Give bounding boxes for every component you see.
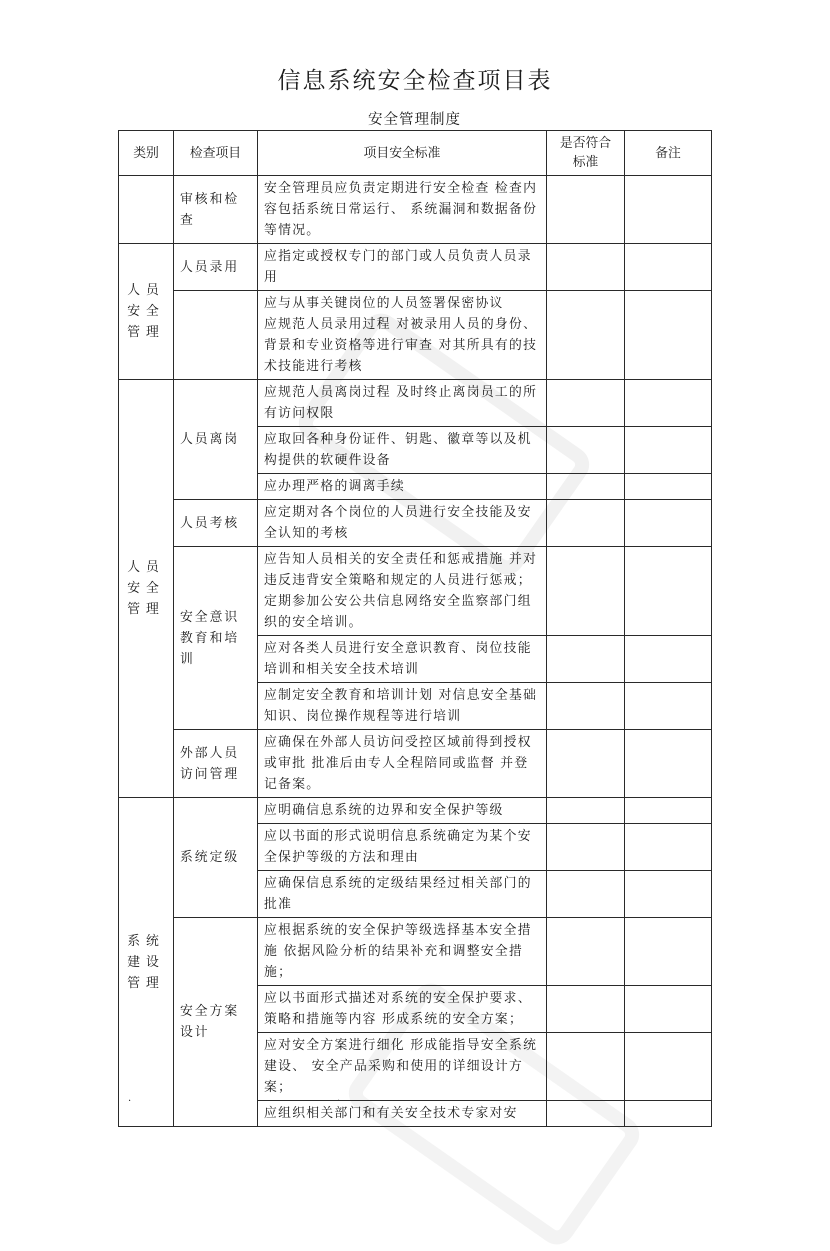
table-subtitle: 安全管理制度 [368,112,461,128]
category-cell: 人员安全管理 [119,244,174,380]
table-row [119,380,712,427]
footer-mark: . [128,1093,132,1104]
compliant-cell[interactable] [547,176,625,244]
compliant-cell[interactable] [547,474,625,500]
compliant-cell[interactable] [547,1101,625,1127]
remarks-cell[interactable] [625,1101,712,1127]
table-row [119,176,712,244]
standard-cell: 应与从事关键岗位的人员签署保密协议 应规范人员录用过程 对被录用人员的身份、背景和专业资格等进行审查 对其所具有的技术技能进行考核 [258,291,547,380]
remarks-cell[interactable] [625,380,712,427]
header-check-item: 检查项目 [174,131,258,176]
category-cell [119,176,174,244]
compliant-cell[interactable] [547,871,625,918]
compliant-cell[interactable] [547,380,625,427]
remarks-cell[interactable] [625,291,712,380]
item-cell: 安全意识教育和培训 [174,547,258,730]
page-title: 信息系统安全检查项目表 [277,68,553,94]
compliant-cell[interactable] [547,244,625,291]
category-cell: 人员安全管理 [119,380,174,798]
remarks-cell[interactable] [625,636,712,683]
compliant-cell[interactable] [547,547,625,636]
standard-cell: 应以书面形式描述对系统的安全保护要求、策略和措施等内容 形成系统的安全方案； [258,986,547,1033]
table-row [119,244,712,291]
standard-cell: 安全管理员应负责定期进行安全检查 检查内容包括系统日常运行、 系统漏洞和数据备份等情况。 [258,176,547,244]
standard-cell: 应确保信息系统的定级结果经过相关部门的批准 [258,871,547,918]
remarks-cell[interactable] [625,427,712,474]
category-cell: 系统建设管理 [119,798,174,1127]
remarks-cell[interactable] [625,547,712,636]
compliant-cell[interactable] [547,918,625,986]
remarks-cell[interactable] [625,474,712,500]
item-cell: 人员录用 [174,244,258,291]
remarks-cell[interactable] [625,176,712,244]
remarks-cell[interactable] [625,683,712,730]
item-cell: 系统定级 [174,798,258,918]
header-standard: 项目安全标准 [258,131,547,176]
standard-cell: 应确保在外部人员访问受控区域前得到授权或审批 批准后由专人全程陪同或监督 并登记备案。 [258,730,547,798]
compliant-cell[interactable] [547,730,625,798]
remarks-cell[interactable] [625,798,712,824]
standard-cell: 应取回各种身份证件、钥匙、徽章等以及机构提供的软硬件设备 [258,427,547,474]
header-compliant: 是否符合标准 [547,131,625,176]
remarks-cell[interactable] [625,918,712,986]
table-header-row [119,131,712,176]
compliant-cell[interactable] [547,500,625,547]
remarks-cell[interactable] [625,986,712,1033]
table-row [119,291,712,380]
compliant-cell[interactable] [547,291,625,380]
item-cell: 安全方案设计 [174,918,258,1127]
remarks-cell[interactable] [625,730,712,798]
remarks-cell[interactable] [625,871,712,918]
standard-cell: 应定期对各个岗位的人员进行安全技能及安全认知的考核 [258,500,547,547]
standard-cell: 应办理严格的调离手续 [258,474,547,500]
standard-cell: 应规范人员离岗过程 及时终止离岗员工的所有访问权限 [258,380,547,427]
table-row [119,730,712,798]
standard-cell: 应对各类人员进行安全意识教育、岗位技能培训和相关安全技术培训 [258,636,547,683]
standard-cell: 应根据系统的安全保护等级选择基本安全措施 依据风险分析的结果补充和调整安全措施； [258,918,547,986]
header-category: 类别 [119,131,174,176]
standard-cell: 应以书面的形式说明信息系统确定为某个安全保护等级的方法和理由 [258,824,547,871]
item-cell [174,291,258,380]
standard-cell: 应指定或授权专门的部门或人员负责人员录用 [258,244,547,291]
header-remarks: 备注 [625,131,712,176]
standard-cell: 应对安全方案进行细化 形成能指导安全系统建设、 安全产品采购和使用的详细设计方案； [258,1033,547,1101]
compliant-cell[interactable] [547,986,625,1033]
standard-cell: 应明确信息系统的边界和安全保护等级 [258,798,547,824]
standard-cell: 应制定安全教育和培训计划 对信息安全基础知识、岗位操作规程等进行培训 [258,683,547,730]
table-row [119,918,712,986]
compliant-cell[interactable] [547,427,625,474]
compliant-cell[interactable] [547,683,625,730]
item-cell: 人员考核 [174,500,258,547]
remarks-cell[interactable] [625,824,712,871]
footer-mark: . [337,1093,341,1104]
table-row [119,547,712,636]
item-cell: 审核和检查 [174,176,258,244]
standard-cell: 应告知人员相关的安全责任和惩戒措施 并对违反违背安全策略和规定的人员进行惩戒； 定期参加公安公共信息网络安全监察部门组织的安全培训。 [258,547,547,636]
compliant-cell[interactable] [547,824,625,871]
table-row [119,798,712,824]
compliant-cell[interactable] [547,798,625,824]
standard-cell: 应组织相关部门和有关安全技术专家对安 [258,1101,547,1127]
security-check-table [118,130,712,1127]
item-cell: 外部人员访问管理 [174,730,258,798]
remarks-cell[interactable] [625,1033,712,1101]
table-row [119,500,712,547]
compliant-cell[interactable] [547,1033,625,1101]
remarks-cell[interactable] [625,244,712,291]
compliant-cell[interactable] [547,636,625,683]
remarks-cell[interactable] [625,500,712,547]
item-cell: 人员离岗 [174,380,258,500]
